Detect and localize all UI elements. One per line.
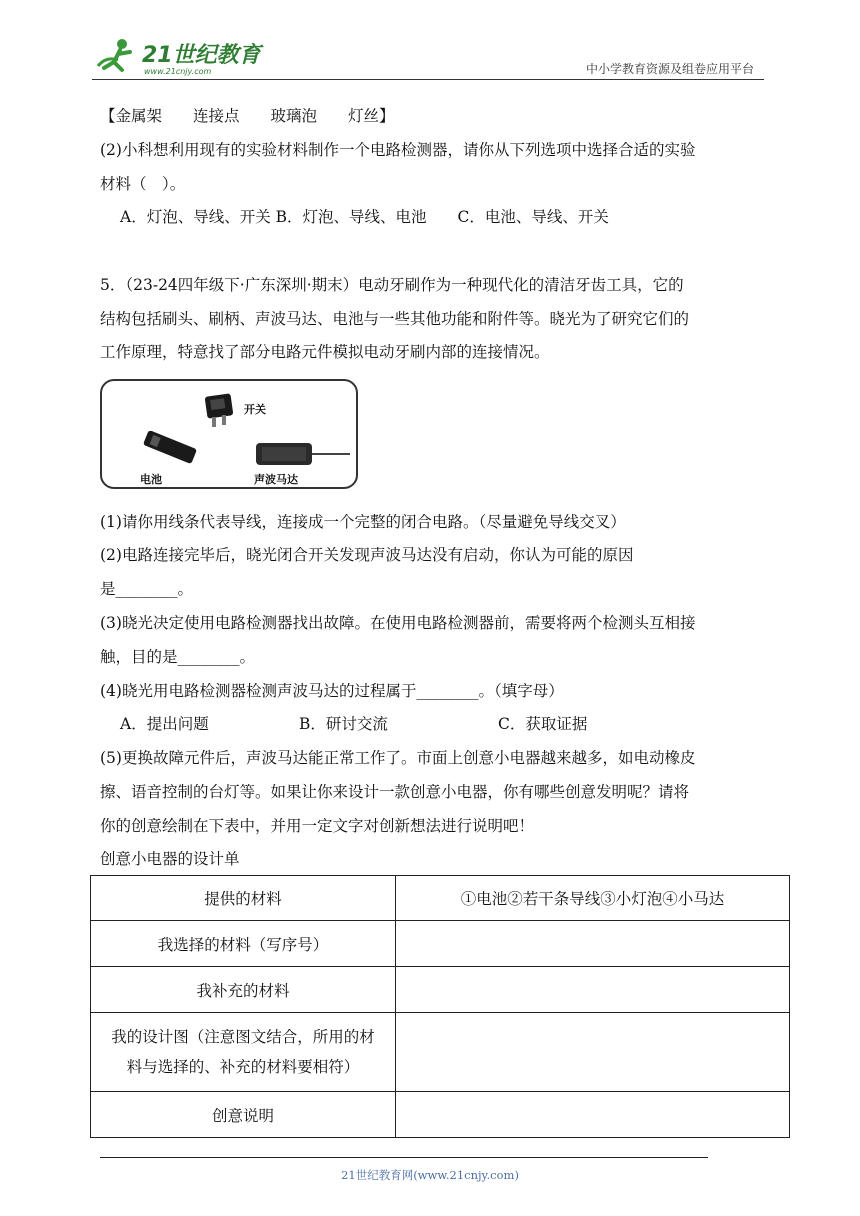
subquestion-5-line-3: 你的创意绘制在下表中，并用一定文字对创新想法进行说明吧！ [100, 817, 535, 835]
design-sheet-table [90, 875, 790, 1138]
design-label-line-1: 我的设计图（注意图文结合，所用的材 [111, 1028, 375, 1046]
table-cell-value: ①电池②若干条导线③小灯泡④小马达 [396, 876, 790, 921]
motor-label: 声波马达 [254, 473, 298, 486]
table-cell-label: 我选择的材料（写序号） [91, 921, 396, 967]
subquestion-5-line-1: (5)更换故障元件后，声波马达能正常工作了。市面上创意小电器越来越多，如电动橡皮 [100, 749, 696, 767]
subquestion-5-line-2: 擦、语音控制的台灯等。如果让你来设计一款创意小电器，你有哪些创意发明呢？请将 [100, 783, 690, 801]
battery-label: 电池 [140, 473, 162, 486]
question-2-line-1: (2)小科想利用现有的实验材料制作一个电路检测器，请你从下列选项中选择合适的实验 [100, 141, 696, 159]
question-5-line-3: 工作原理，特意找了部分电路元件模拟电动牙刷内部的连接情况。 [100, 343, 550, 361]
logo-text: 21世纪教育 [142, 43, 261, 68]
option-bracket-line: 【金属架 连接点 玻璃泡 灯丝】 [100, 107, 395, 125]
answer-cell-selected-materials[interactable] [396, 921, 790, 967]
subquestion-4-option-c: C．获取证据 [498, 715, 588, 733]
subquestion-2-line-2: 是________。 [100, 580, 194, 598]
table-row [91, 921, 790, 967]
table-title: 创意小电器的设计单 [100, 850, 240, 868]
subquestion-3-line-1: (3)晓光决定使用电路检测器找出故障。在使用电路检测器前，需要将两个检测头互相接 [100, 614, 696, 632]
battery-icon [138, 431, 202, 465]
answer-cell-design-drawing[interactable] [396, 1013, 790, 1092]
subquestion-4-option-a: A．提出问题 [120, 715, 209, 733]
question-2-choices: A．灯泡、导线、开关 B．灯泡、导线、电池 C．电池、导线、开关 [120, 208, 609, 226]
subquestion-1: (1)请你用线条代表导线，连接成一个完整的闭合电路。（尽量避免导线交叉） [100, 513, 626, 531]
table-row [91, 967, 790, 1013]
subquestion-2-line-1: (2)电路连接完毕后，晓光闭合开关发现声波马达没有启动，你认为可能的原因 [100, 546, 634, 564]
platform-label: 中小学教育资源及组卷应用平台 [585, 62, 754, 76]
circuit-components-figure [100, 379, 358, 489]
switch-icon [202, 393, 242, 429]
site-logo [92, 36, 267, 78]
motor-icon [252, 439, 352, 469]
table-cell-label: 创意说明 [91, 1092, 396, 1138]
subquestion-4: (4)晓光用电路检测器检测声波马达的过程属于________。（填字母） [100, 682, 564, 700]
logo-url: www.21cnjy.com [144, 67, 212, 76]
subquestion-4-option-b: B．研讨交流 [299, 715, 388, 733]
subquestion-3-line-2: 触，目的是________。 [100, 648, 256, 666]
question-5-line-1: 5．（23-24四年级下·广东深圳·期末）电动牙刷作为一种现代化的清洁牙齿工具，它的 [100, 276, 684, 294]
footer-divider [100, 1157, 708, 1158]
runner-logo-icon [92, 36, 267, 78]
table-cell-label: 提供的材料 [91, 876, 396, 921]
question-5-line-2: 结构包括刷头、刷柄、声波马达、电池与一些其他功能和附件等。晓光为了研究它们的 [100, 310, 690, 328]
table-row [91, 876, 790, 921]
table-cell-label: 我补充的材料 [91, 967, 396, 1013]
switch-label: 开关 [244, 403, 266, 416]
question-2-line-2: 材料（ ）。 [100, 175, 186, 193]
table-row [91, 1092, 790, 1138]
answer-cell-idea-description[interactable] [396, 1092, 790, 1138]
header-divider [92, 79, 764, 80]
design-label-line-2: 料与选择的、补充的材料要相符） [126, 1058, 360, 1076]
table-row [91, 1013, 790, 1092]
table-cell-label [91, 1013, 396, 1092]
footer-site-link[interactable]: 21世纪教育网(www.21cnjy.com) [341, 1168, 519, 1182]
answer-cell-added-materials[interactable] [396, 967, 790, 1013]
